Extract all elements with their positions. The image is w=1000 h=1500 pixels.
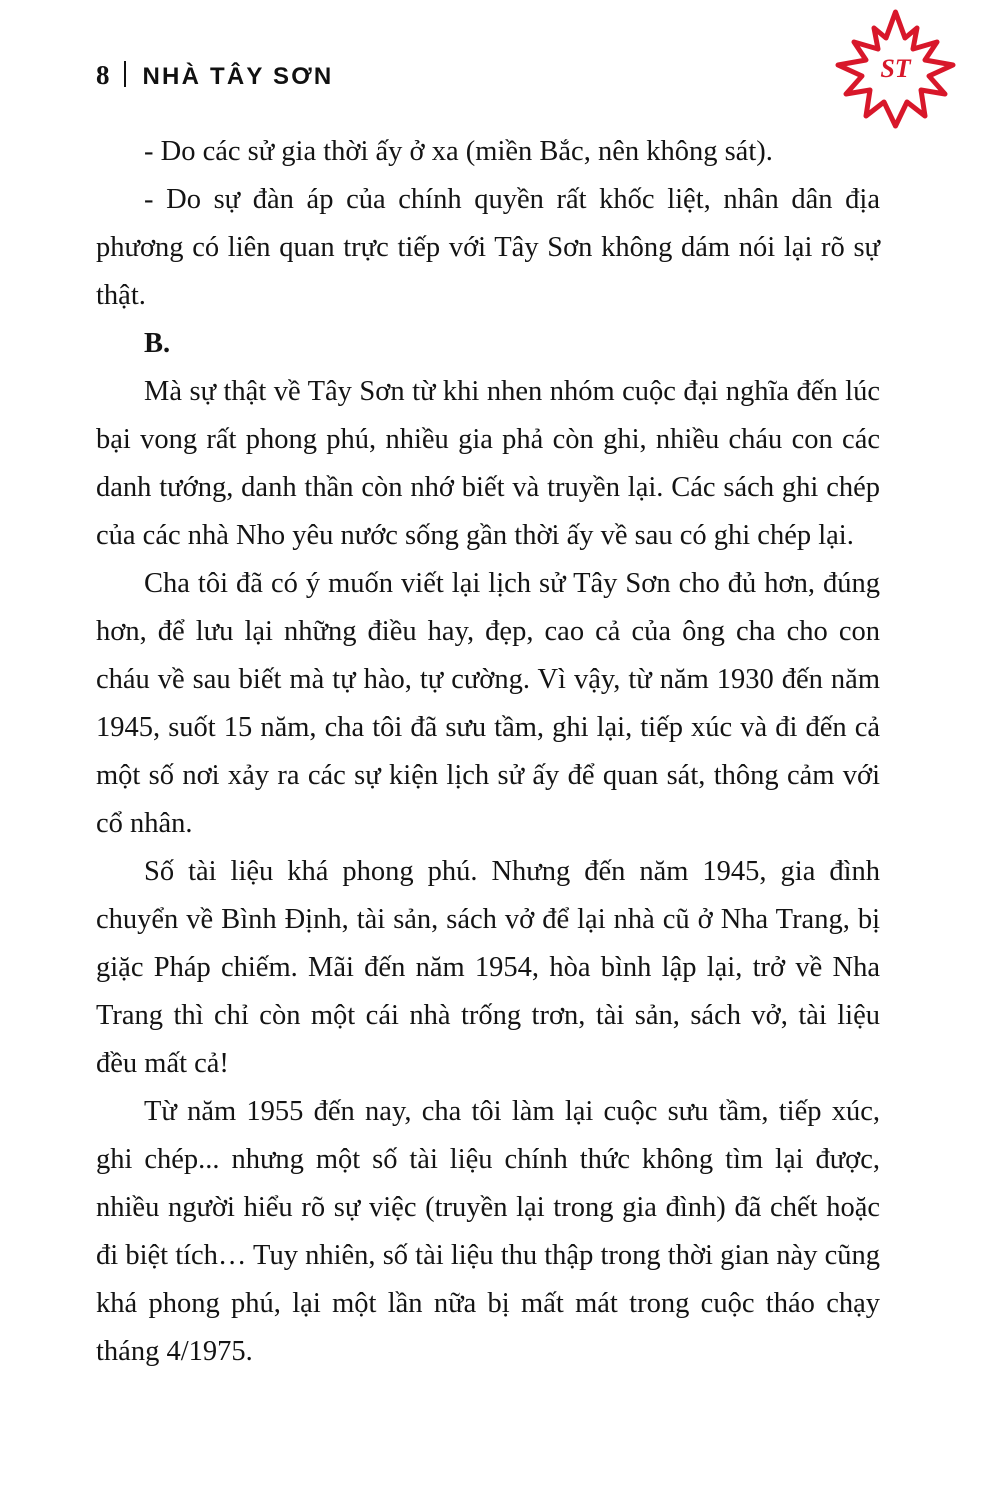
publisher-star-logo-icon [833, 8, 958, 130]
svg-text:ST: ST [880, 54, 911, 83]
paragraph-bullet-1: - Do các sử gia thời ấy ở xa (miền Bắc, nên không sát). [144, 136, 773, 167]
paragraph-2: Cha tôi đã có ý muốn viết lại lịch sử Tây Sơn cho đủ hơn, đúng hơn, để lưu lại những điều hay, đẹp, cao cả của ông cha cho con cháu về sau biết mà tự hào, tự cường. Vì vậy, từ năm 1930 đến năm 1945, suốt 15 năm, cha tôi đã sưu tầm, ghi lại, tiếp xúc và đi đến cả một số nơi xảy ra các sự kiện lịch sử ấy để quan sát, thông cảm với cổ nhân. [96, 568, 880, 839]
page-header [96, 58, 333, 91]
paragraph-3: Số tài liệu khá phong phú. Nhưng đến năm 1945, gia đình chuyển về Bình Định, tài sản, sách vở để lại nhà cũ ở Nha Trang, bị giặc Pháp chiếm. Mãi đến năm 1954, hòa bình lập lại, trở về Nha Trang thì chỉ còn một cái nhà trống trơn, tài sản, sách vở, tài liệu đều mất cả! [96, 856, 880, 1079]
section-label-b: B. [144, 328, 171, 359]
running-title: NHÀ TÂY SƠN [142, 63, 334, 90]
paragraph-4: Từ năm 1955 đến nay, cha tôi làm lại cuộc sưu tầm, tiếp xúc, ghi chép... nhưng một số tài liệu chính thức không tìm lại được, nhiều người hiểu rõ sự việc (truyền lại trong gia đình) đã chết hoặc đi biệt tích… Tuy nhiên, số tài liệu thu thập trong thời gian này cũng khá phong phú, lại một lần nữa bị mất mát trong cuộc tháo chạy tháng 4/1975. [96, 1096, 880, 1367]
header-divider [124, 61, 126, 87]
body-text [96, 128, 880, 1376]
paragraph-bullet-2: - Do sự đàn áp của chính quyền rất khốc liệt, nhân dân địa phương có liên quan trực tiếp với Tây Sơn không dám nói lại rõ sự thật. [96, 184, 880, 311]
paragraph-1: Mà sự thật về Tây Sơn từ khi nhen nhóm cuộc đại nghĩa đến lúc bại vong rất phong phú, nhiều gia phả còn ghi, nhiều cháu con các danh tướng, danh thần còn nhớ biết và truyền lại. Các sách ghi chép của các nhà Nho yêu nước sống gần thời ấy về sau có ghi chép lại. [96, 376, 880, 551]
page-number: 8 [96, 60, 110, 90]
